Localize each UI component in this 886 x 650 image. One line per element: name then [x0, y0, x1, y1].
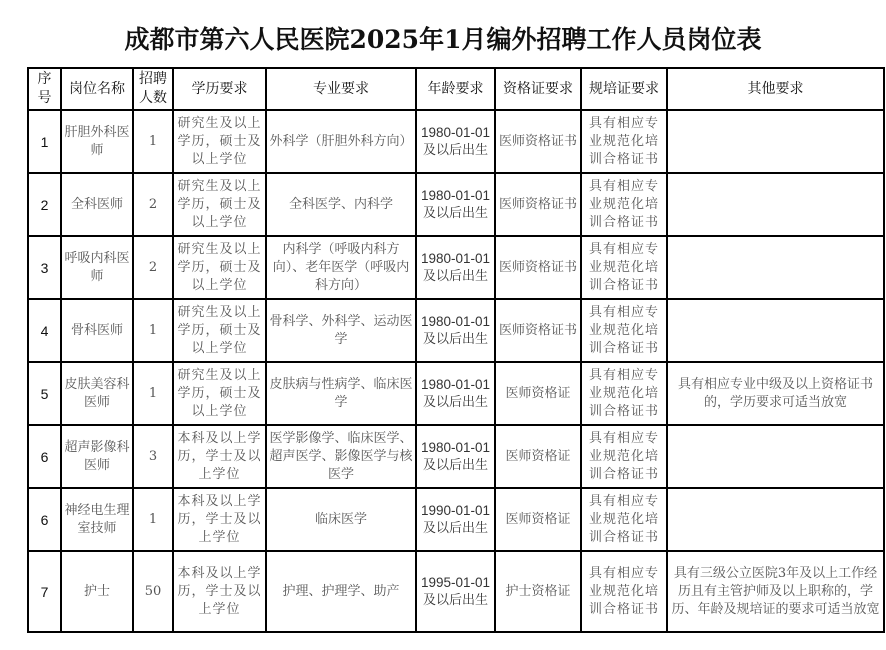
age-date: 1990-01-01	[420, 502, 491, 518]
major-requirement: 全科医学、内科学	[266, 173, 416, 236]
table-row	[28, 551, 884, 632]
other-requirement	[667, 488, 884, 551]
qualification-requirement: 医师资格证	[495, 488, 581, 551]
table-row	[28, 299, 884, 362]
major-requirement: 外科学（肝胆外科方向）	[266, 110, 416, 173]
qualification-requirement: 护士资格证	[495, 551, 581, 632]
table-row	[28, 110, 884, 173]
education-requirement: 研究生及以上学历，硕士及以上学位	[173, 173, 266, 236]
major-requirement: 临床医学	[266, 488, 416, 551]
age-date: 1980-01-01	[420, 250, 491, 266]
row-number: 3	[28, 236, 61, 299]
major-requirement: 骨科学、外科学、运动医学	[266, 299, 416, 362]
age-requirement	[416, 425, 495, 488]
education-requirement: 本科及以上学历，学士及以上学位	[173, 488, 266, 551]
age-date: 1980-01-01	[420, 376, 491, 392]
position-name: 护士	[61, 551, 133, 632]
table-row	[28, 173, 884, 236]
age-date: 1980-01-01	[420, 313, 491, 329]
header-count: 招聘人数	[133, 68, 173, 110]
training-certificate-requirement: 具有相应专业规范化培训合格证书	[581, 110, 667, 173]
table-row	[28, 362, 884, 425]
page-title: 成都市第六人民医院2025年1月编外招聘工作人员岗位表	[124, 25, 762, 54]
major-requirement: 皮肤病与性病学、临床医学	[266, 362, 416, 425]
education-requirement: 研究生及以上学历，硕士及以上学位	[173, 362, 266, 425]
training-certificate-requirement: 具有相应专业规范化培训合格证书	[581, 236, 667, 299]
hire-count: 1	[133, 299, 173, 362]
education-requirement: 研究生及以上学历，硕士及以上学位	[173, 299, 266, 362]
position-name: 呼吸内科医师	[61, 236, 133, 299]
header-no: 序号	[28, 68, 61, 110]
header-other: 其他要求	[667, 68, 884, 110]
row-number: 1	[28, 110, 61, 173]
training-certificate-requirement: 具有相应专业规范化培训合格证书	[581, 425, 667, 488]
age-requirement	[416, 299, 495, 362]
other-requirement	[667, 236, 884, 299]
row-number: 7	[28, 551, 61, 632]
row-number: 5	[28, 362, 61, 425]
age-requirement	[416, 362, 495, 425]
education-requirement: 本科及以上学历，学士及以上学位	[173, 551, 266, 632]
row-number: 2	[28, 173, 61, 236]
header-training: 规培证要求	[581, 68, 667, 110]
qualification-requirement: 医师资格证书	[495, 110, 581, 173]
major-requirement: 医学影像学、临床医学、超声医学、影像医学与核医学	[266, 425, 416, 488]
training-certificate-requirement: 具有相应专业规范化培训合格证书	[581, 551, 667, 632]
position-name: 骨科医师	[61, 299, 133, 362]
position-name: 超声影像科医师	[61, 425, 133, 488]
other-requirement: 具有三级公立医院3年及以上工作经历且有主管护师及以上职称的，学历、年龄及规培证的要求可适当放宽	[667, 551, 884, 632]
row-number: 6	[28, 488, 61, 551]
age-suffix: 及以后出生	[422, 592, 488, 608]
table-row	[28, 488, 884, 551]
age-requirement	[416, 110, 495, 173]
education-requirement: 研究生及以上学历，硕士及以上学位	[173, 236, 266, 299]
position-name: 全科医师	[61, 173, 133, 236]
row-number: 6	[28, 425, 61, 488]
header-age: 年龄要求	[416, 68, 495, 110]
age-suffix: 及以后出生	[422, 331, 488, 347]
age-date: 1980-01-01	[420, 439, 491, 455]
header-qualification: 资格证要求	[495, 68, 581, 110]
header-row	[28, 68, 884, 110]
header-major: 专业要求	[266, 68, 416, 110]
training-certificate-requirement: 具有相应专业规范化培训合格证书	[581, 488, 667, 551]
hire-count: 2	[133, 236, 173, 299]
age-suffix: 及以后出生	[422, 205, 488, 221]
position-name: 神经电生理室技师	[61, 488, 133, 551]
row-number: 4	[28, 299, 61, 362]
other-requirement	[667, 425, 884, 488]
major-requirement: 护理、护理学、助产	[266, 551, 416, 632]
training-certificate-requirement: 具有相应专业规范化培训合格证书	[581, 299, 667, 362]
header-position: 岗位名称	[61, 68, 133, 110]
age-suffix: 及以后出生	[422, 520, 488, 536]
major-requirement: 内科学（呼吸内科方向）、老年医学（呼吸内科方向）	[266, 236, 416, 299]
age-date: 1995-01-01	[420, 574, 491, 590]
hire-count: 1	[133, 488, 173, 551]
education-requirement: 研究生及以上学历，硕士及以上学位	[173, 110, 266, 173]
qualification-requirement: 医师资格证书	[495, 236, 581, 299]
table-row	[28, 236, 884, 299]
age-suffix: 及以后出生	[422, 142, 488, 158]
header-education: 学历要求	[173, 68, 266, 110]
qualification-requirement: 医师资格证书	[495, 173, 581, 236]
position-name: 皮肤美容科医师	[61, 362, 133, 425]
other-requirement	[667, 110, 884, 173]
hire-count: 50	[133, 551, 173, 632]
training-certificate-requirement: 具有相应专业规范化培训合格证书	[581, 173, 667, 236]
qualification-requirement: 医师资格证书	[495, 299, 581, 362]
training-certificate-requirement: 具有相应专业规范化培训合格证书	[581, 362, 667, 425]
hire-count: 1	[133, 362, 173, 425]
qualification-requirement: 医师资格证	[495, 425, 581, 488]
hire-count: 1	[133, 110, 173, 173]
education-requirement: 本科及以上学历，学士及以上学位	[173, 425, 266, 488]
age-date: 1980-01-01	[420, 124, 491, 140]
age-suffix: 及以后出生	[422, 457, 488, 473]
age-suffix: 及以后出生	[422, 394, 488, 410]
position-name: 肝胆外科医师	[61, 110, 133, 173]
table-row	[28, 425, 884, 488]
hire-count: 2	[133, 173, 173, 236]
other-requirement: 具有相应专业中级及以上资格证书的，学历要求可适当放宽	[667, 362, 884, 425]
age-requirement	[416, 236, 495, 299]
other-requirement	[667, 299, 884, 362]
age-requirement	[416, 551, 495, 632]
other-requirement	[667, 173, 884, 236]
age-requirement	[416, 173, 495, 236]
age-suffix: 及以后出生	[422, 268, 488, 284]
qualification-requirement: 医师资格证	[495, 362, 581, 425]
age-requirement	[416, 488, 495, 551]
hire-count: 3	[133, 425, 173, 488]
age-date: 1980-01-01	[420, 187, 491, 203]
positions-table	[27, 67, 885, 633]
